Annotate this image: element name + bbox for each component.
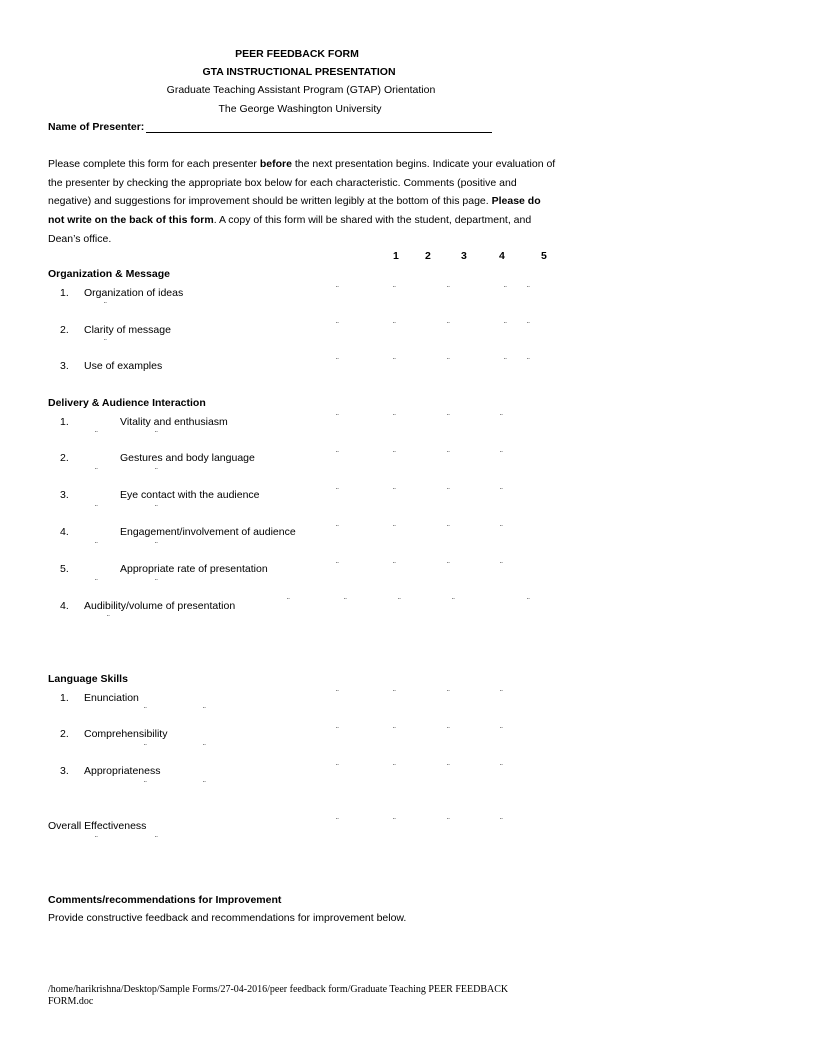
rating-checkbox[interactable]: ¨	[500, 524, 504, 533]
rating-checkbox[interactable]: ¨	[393, 487, 397, 496]
rating-checkbox[interactable]: ¨	[447, 321, 451, 330]
rating-checkbox[interactable]: ¨	[95, 504, 99, 513]
item-label: Use of examples	[84, 360, 163, 372]
rating-checkbox[interactable]: ¨	[393, 689, 397, 698]
presenter-name-line[interactable]	[146, 121, 492, 133]
rating-checkbox[interactable]: ¨	[203, 780, 207, 789]
item-label: Enunciation	[84, 692, 139, 704]
rating-checkbox[interactable]: ¨	[95, 541, 99, 550]
rating-checkbox[interactable]: ¨	[504, 357, 508, 366]
rating-checkbox[interactable]: ¨	[155, 578, 159, 587]
scale-1: 1	[393, 250, 399, 262]
item-number: 2.	[60, 324, 69, 336]
rating-checkbox[interactable]: ¨	[500, 689, 504, 698]
scale-3: 3	[461, 250, 467, 262]
rating-checkbox[interactable]: ¨	[504, 285, 508, 294]
rating-checkbox[interactable]: ¨	[203, 706, 207, 715]
rating-checkbox[interactable]: ¨	[203, 743, 207, 752]
item-number: 3.	[60, 489, 69, 501]
presenter-field	[48, 121, 492, 133]
rating-checkbox[interactable]: ¨	[393, 763, 397, 772]
instructions-bold-2: Please do not write on the back of this form	[48, 195, 541, 227]
rating-checkbox[interactable]: ¨	[107, 614, 111, 623]
rating-checkbox[interactable]: ¨	[155, 430, 159, 439]
rating-checkbox[interactable]: ¨	[500, 763, 504, 772]
rating-checkbox[interactable]: ¨	[447, 487, 451, 496]
rating-checkbox[interactable]: ¨	[447, 763, 451, 772]
rating-checkbox[interactable]: ¨	[336, 321, 340, 330]
rating-checkbox[interactable]: ¨	[336, 561, 340, 570]
scale-5: 5	[541, 250, 547, 262]
rating-checkbox[interactable]: ¨	[500, 450, 504, 459]
rating-checkbox[interactable]: ¨	[336, 726, 340, 735]
rating-checkbox[interactable]: ¨	[447, 689, 451, 698]
rating-checkbox[interactable]: ¨	[336, 357, 340, 366]
item-label: Appropriate rate of presentation	[120, 563, 268, 575]
overall-effectiveness-label: Overall Effectiveness	[48, 820, 147, 832]
rating-checkbox[interactable]: ¨	[447, 357, 451, 366]
rating-checkbox[interactable]: ¨	[95, 430, 99, 439]
rating-checkbox[interactable]: ¨	[336, 689, 340, 698]
rating-checkbox[interactable]: ¨	[155, 504, 159, 513]
item-number: 1.	[60, 416, 69, 428]
item-number: 4.	[60, 600, 69, 612]
instructions-bold-1: before	[259, 158, 292, 170]
section-title-delivery: Delivery & Audience Interaction	[48, 397, 206, 409]
rating-checkbox[interactable]: ¨	[504, 321, 508, 330]
rating-checkbox[interactable]: ¨	[393, 817, 397, 826]
item-label: Audibility/volume of presentation	[84, 600, 236, 612]
rating-checkbox[interactable]: ¨	[104, 301, 108, 310]
rating-checkbox[interactable]: ¨	[336, 817, 340, 826]
item-number: 3.	[60, 360, 69, 372]
rating-checkbox[interactable]: ¨	[336, 763, 340, 772]
rating-checkbox[interactable]: ¨	[336, 413, 340, 422]
instructions-text-2: the next presentation begins. Indicate your evaluation of the presenter by checking the appropriate box below for each characteristic. Comments (positive and negative) and suggestions for improvement should be written legibly at the bottom of this page.	[48, 158, 556, 208]
rating-checkbox[interactable]: ¨	[144, 743, 148, 752]
rating-checkbox[interactable]: ¨	[500, 817, 504, 826]
rating-checkbox[interactable]: ¨	[398, 597, 402, 606]
rating-checkbox[interactable]: ¨	[155, 541, 159, 550]
item-number: 4.	[60, 526, 69, 538]
item-label: Engagement/involvement of audience	[120, 526, 296, 538]
item-label: Eye contact with the audience	[120, 489, 260, 501]
rating-checkbox[interactable]: ¨	[95, 578, 99, 587]
section-title-language: Language Skills	[48, 673, 128, 685]
rating-checkbox[interactable]: ¨	[393, 524, 397, 533]
scale-2: 2	[425, 250, 431, 262]
rating-checkbox[interactable]: ¨	[287, 597, 291, 606]
item-number: 2.	[60, 452, 69, 464]
rating-checkbox[interactable]: ¨	[447, 524, 451, 533]
rating-checkbox[interactable]: ¨	[500, 561, 504, 570]
rating-checkbox[interactable]: ¨	[393, 321, 397, 330]
rating-checkbox[interactable]: ¨	[336, 524, 340, 533]
instructions-text-1: Please complete this form for each presenter	[48, 158, 260, 170]
rating-checkbox[interactable]: ¨	[155, 467, 159, 476]
rating-checkbox[interactable]: ¨	[393, 561, 397, 570]
rating-checkbox[interactable]: ¨	[336, 450, 340, 459]
form-title: PEER FEEDBACK FORM	[235, 48, 359, 60]
rating-checkbox[interactable]: ¨	[393, 357, 397, 366]
rating-checkbox[interactable]: ¨	[155, 835, 159, 844]
rating-checkbox[interactable]: ¨	[104, 338, 108, 347]
rating-checkbox[interactable]: ¨	[447, 561, 451, 570]
rating-checkbox[interactable]: ¨	[447, 450, 451, 459]
rating-checkbox[interactable]: ¨	[336, 285, 340, 294]
item-label: Organization of ideas	[84, 287, 184, 299]
rating-checkbox[interactable]: ¨	[452, 597, 456, 606]
item-label: Gestures and body language	[120, 452, 255, 464]
rating-checkbox[interactable]: ¨	[500, 413, 504, 422]
rating-checkbox[interactable]: ¨	[393, 413, 397, 422]
item-number: 2.	[60, 728, 69, 740]
item-label: Clarity of message	[84, 324, 171, 336]
item-number: 1.	[60, 692, 69, 704]
rating-checkbox[interactable]: ¨	[527, 597, 531, 606]
rating-checkbox[interactable]: ¨	[95, 467, 99, 476]
rating-checkbox[interactable]: ¨	[527, 285, 531, 294]
presenter-label: Name of Presenter:	[48, 121, 145, 133]
instructions-paragraph	[48, 155, 558, 249]
rating-checkbox[interactable]: ¨	[393, 726, 397, 735]
section-title-organization: Organization & Message	[48, 268, 170, 280]
item-number: 3.	[60, 765, 69, 777]
item-label: Appropriateness	[84, 765, 161, 777]
item-label: Vitality and enthusiasm	[120, 416, 228, 428]
item-number: 1.	[60, 287, 69, 299]
rating-checkbox[interactable]: ¨	[500, 487, 504, 496]
rating-checkbox[interactable]: ¨	[393, 450, 397, 459]
comments-instruction: Provide constructive feedback and recommendations for improvement below.	[48, 912, 407, 924]
rating-checkbox[interactable]: ¨	[527, 357, 531, 366]
rating-checkbox[interactable]: ¨	[447, 817, 451, 826]
rating-checkbox[interactable]: ¨	[336, 487, 340, 496]
scale-4: 4	[499, 250, 505, 262]
rating-checkbox[interactable]: ¨	[500, 726, 504, 735]
file-path-footer: /home/harikrishna/Desktop/Sample Forms/27-04-2016/peer feedback form/Graduate Teaching PEER FEEDBACK FORM.doc	[48, 984, 509, 1007]
instructions-text-3: . A copy of this form will be shared with the student, department, and Dean’s office.	[48, 214, 532, 245]
rating-checkbox[interactable]: ¨	[393, 285, 397, 294]
rating-checkbox[interactable]: ¨	[144, 780, 148, 789]
rating-checkbox[interactable]: ¨	[447, 726, 451, 735]
rating-checkbox[interactable]: ¨	[447, 413, 451, 422]
form-subtitle: GTA INSTRUCTIONAL PRESENTATION	[202, 66, 396, 78]
item-label: Comprehensibility	[84, 728, 168, 740]
comments-title: Comments/recommendations for Improvement	[48, 894, 282, 906]
university-name: The George Washington University	[218, 103, 382, 115]
program-name: Graduate Teaching Assistant Program (GTAP) Orientation	[166, 84, 436, 96]
rating-checkbox[interactable]: ¨	[95, 835, 99, 844]
item-number: 5.	[60, 563, 69, 575]
rating-checkbox[interactable]: ¨	[144, 706, 148, 715]
rating-checkbox[interactable]: ¨	[447, 285, 451, 294]
rating-checkbox[interactable]: ¨	[527, 321, 531, 330]
rating-checkbox[interactable]: ¨	[344, 597, 348, 606]
